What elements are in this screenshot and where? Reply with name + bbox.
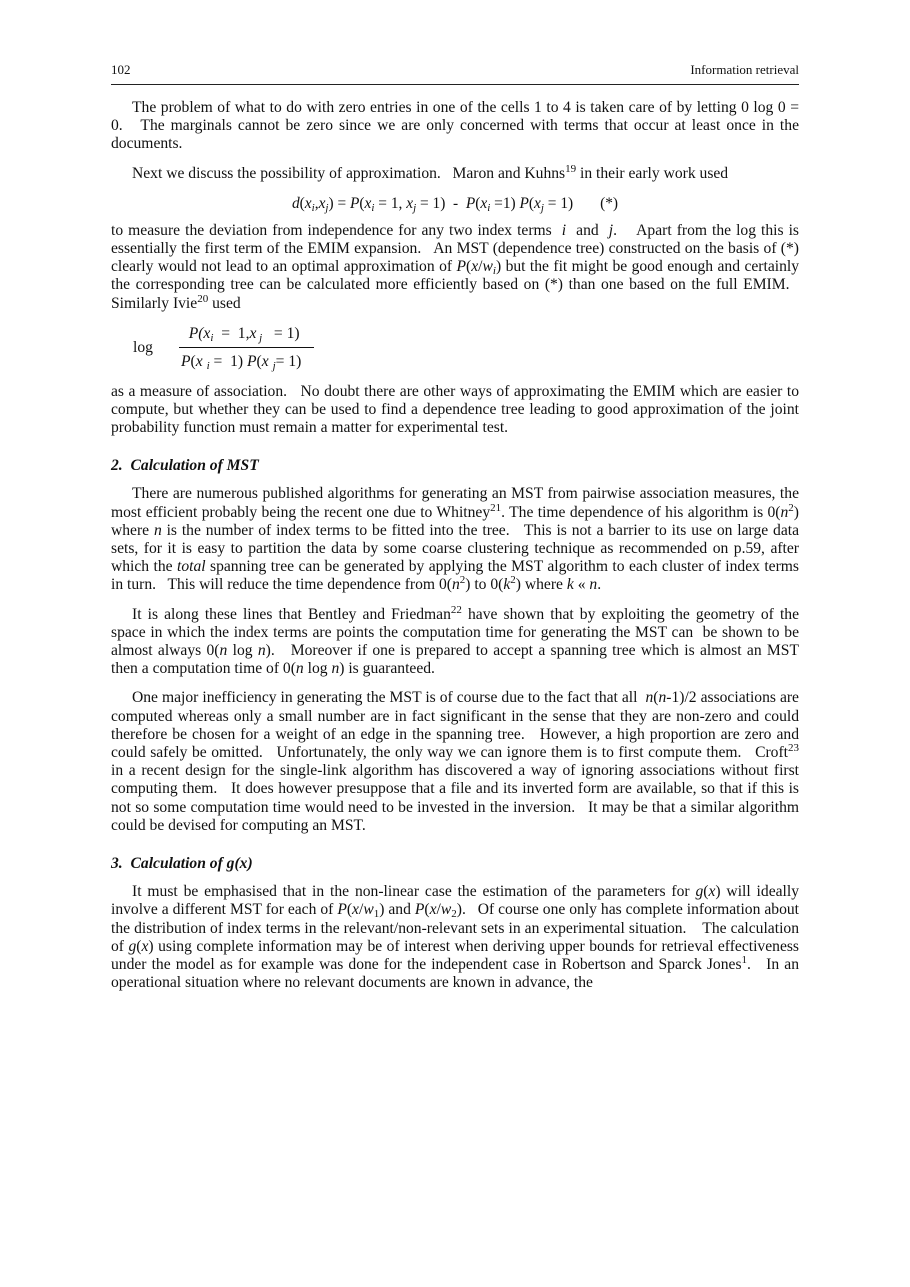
running-title: Information retrieval — [690, 62, 799, 77]
equation-log-ratio — [133, 325, 799, 371]
paragraph-algorithms: There are numerous published algorithms for generating an MST from pairwise association measures, the most efficient probably being the recent one due to Whitney$^{21}$. The time dependence of his algorithm is $0(n^2)$ where n is the number of index terms to be fitted into the tree. This is not a barrier to its use on large data sets, for it is easy to partition the data by some coarse clustering technique as recommended on p.59, after which the total spanning tree can be generated by applying the MST algorithm to each cluster of index terms in turn. This will reduce the time dependence from $0(n^2)$ to $0(k^2)$ where k « n. — [111, 485, 799, 594]
paragraph-nonlinear: It must be emphasised that in the non-linear case the estimation of the parameters for g(x) will ideally involve a different MST for each of $P(x/w_1)$ and $P(x/w_2)$. Of course one only has complete information about the distribution of index terms in the relevant/non-relevant sets in an experimental situation. The calculation of g(x) using complete information may be of interest when deriving upper bounds for retrieval effectiveness under the model as for example was done for the independent case in Robertson and Sparck Jones$^1$. In an operational situation where no relevant documents are known in advance, the — [111, 883, 799, 992]
paragraph-measure: as a measure of association. No doubt there are other ways of approximating the EMIM which are easier to compute, but whether they can be used to find a dependence tree leading to good approximation of the joint probability function must remain a matter for experimental test. — [111, 382, 799, 437]
section-heading-gx: 3. Calculation of g(x) — [111, 855, 253, 873]
page — [111, 62, 799, 992]
equation-deviation: $d(x_i,x_j) = P(x_i = 1$, $x_j = 1) - P(x_i =1)$ $P(x_j = 1)$ (*) — [291, 194, 619, 214]
paragraph-deviation: to measure the deviation from independence for any two index terms i and j. Apart from the log this is essentially the first term of the EMIM expansion. An MST (dependence tree) constructed on the basis of (*) clearly would not lead to an optimal approximation of $P(x/w_i)$ but the fit might be good enough and certainly the corresponding tree can be calculated more efficiently based on (*) than one based on the full EMIM. Similarly Ivie$^{20}$ used — [111, 221, 799, 312]
section-heading-mst: 2. Calculation of MST — [111, 457, 259, 475]
fraction-denominator: P(x $_i$ = 1) P(x $_j$= 1) — [181, 352, 302, 372]
fraction — [177, 325, 315, 371]
equation-log: log — [133, 338, 153, 356]
paragraph-bentley: It is along these lines that Bentley and Friedman$^{22}$ have shown that by exploiting the geometry of the space in which the index terms are points the computation time for generating the MST can be shown to be almost always 0(n log n). Moreover if one is prepared to accept a spanning tree which is almost an MST then a computation time of 0(n log n) is guaranteed. — [111, 603, 800, 678]
running-header — [111, 62, 799, 85]
fraction-numerator: $P(x_i = 1,x$ $_j$ = 1) — [179, 325, 314, 348]
page-number: 102 — [111, 62, 131, 77]
paragraph-zero-entries: The problem of what to do with zero entries in one of the cells 1 to 4 is taken care of by letting 0 log 0 = 0. The marginals cannot be zero since we are only concerned with terms that occur at least once in the documents. — [111, 99, 799, 153]
paragraph-inefficiency: One major inefficiency in generating the MST is of course due to the fact that all n(n-1)/2 associations are computed whereas only a small number are in fact significant in the sense that they are non-zero and could therefore be chosen for a weight of an edge in the spanning tree. However, a high proportion are zero and could safely be omitted. Unfortunately, the only way we can ignore them is to first compute them. Croft$^{23}$ in a recent design for the single-link algorithm has discovered a way of ignoring associations without first computing them. It does however presuppose that a file and its inverted form are available, so that if this is not so some computation time would need to be invested in the inversion. It may be that a similar algorithm could be devised for computing an MST. — [111, 689, 799, 834]
paragraph-approximation: Next we discuss the possibility of approximation. Maron and Kuhns$^{19}$ in their early work used — [132, 162, 729, 182]
